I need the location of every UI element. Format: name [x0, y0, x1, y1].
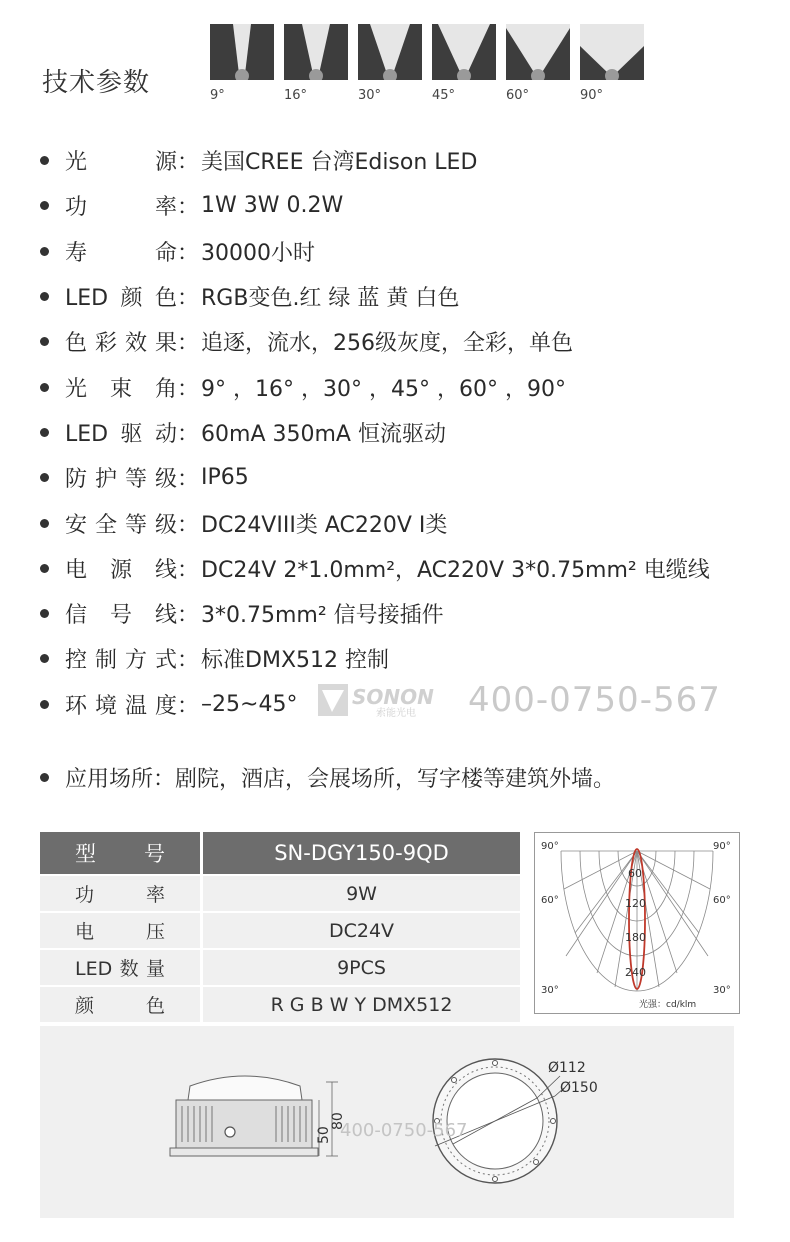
dim-dia-inner: Ø112	[548, 1060, 586, 1076]
spec-item: 光束角 ： 9° ，16° ，30° ，45° ，60° ，90°	[40, 364, 780, 409]
bullet-icon	[40, 654, 49, 663]
spec-item: 环境温度 ： –25~45°	[40, 682, 780, 727]
polar-angle-label: 30°	[541, 985, 559, 996]
beam-90	[580, 24, 644, 103]
polar-radial-label: 240	[625, 966, 646, 979]
spec-value: 追逐，流水，256级灰度，全彩，单色	[201, 331, 574, 357]
polar-unit: 光强：cd/klm	[639, 1000, 697, 1010]
beam-30	[358, 24, 422, 103]
beam-60-icon	[506, 24, 570, 80]
dim-height-outer: 80	[330, 1112, 346, 1130]
spec-item: 防护等级 ： IP65	[40, 455, 780, 500]
table-row-label: 颜 色	[75, 995, 165, 1017]
table-row-label: 功 率	[75, 884, 165, 906]
table-header-value: SN-DGY150-9QD	[202, 832, 521, 875]
spec-value: 30000小时	[201, 240, 316, 266]
side-view	[170, 1076, 346, 1156]
spec-key: 信号线	[65, 603, 177, 629]
beam-16-icon	[284, 24, 348, 80]
polar-angle-label: 60°	[541, 895, 559, 906]
spec-item: 光 源 ： 美国CREE 台湾Edison LED	[40, 138, 780, 183]
spec-item: 功 率 ： 1W 3W 0.2W	[40, 183, 780, 228]
table-row-label: LED数量	[75, 958, 165, 980]
bullet-icon	[40, 473, 49, 482]
spec-table	[40, 832, 520, 1024]
watermark-brand: SONON	[352, 685, 434, 709]
table-row-label: 电 压	[75, 921, 165, 943]
beam-label: 9°	[210, 88, 225, 103]
bullet-icon	[40, 247, 49, 256]
spec-item: LED颜色 ： RGB变色.红 绿 蓝 黄 白色	[40, 274, 780, 319]
table-row	[40, 875, 520, 912]
table-row	[40, 986, 520, 1023]
spec-value: DC24V 2*1.0mm²，AC220V 3*0.75mm² 电缆线	[201, 557, 710, 583]
polar-angle-label: 90°	[541, 841, 559, 852]
polar-radial-label: 60	[628, 867, 642, 880]
drawing-watermark-phone: 400-0750-567	[340, 1120, 468, 1141]
bullet-icon	[40, 337, 49, 346]
application-value: 剧院，酒店，会展场所，写字楼等建筑外墙。	[175, 767, 616, 792]
table-header-row	[40, 832, 520, 875]
beam-45-icon	[432, 24, 496, 80]
watermark-sub: 索能光电	[376, 708, 416, 718]
spec-item: LED驱动 ： 60mA 350mA 恒流驱动	[40, 410, 780, 455]
spec-key: 控制方式	[65, 648, 177, 674]
polar-radial-label: 180	[625, 931, 646, 944]
spec-key: 功 率	[65, 195, 177, 221]
beam-label: 30°	[358, 88, 382, 103]
polar-diagram	[534, 832, 740, 1014]
beam-label: 45°	[432, 88, 456, 103]
spec-item: 安全等级 ： DC24VIII类 AC220V I类	[40, 500, 780, 545]
beam-label: 16°	[284, 88, 308, 103]
bullet-icon	[40, 383, 49, 392]
beam-90-icon	[580, 24, 644, 80]
beam-45	[432, 24, 496, 103]
beam-9-icon	[210, 24, 274, 80]
spec-key: LED颜色	[65, 286, 177, 312]
spec-item: 寿 命 ： 30000小时	[40, 229, 780, 274]
sonon-logo-icon	[318, 682, 446, 718]
bullet-icon	[40, 201, 49, 210]
spec-value: RGB变色.红 绿 蓝 黄 白色	[201, 286, 460, 312]
spec-value: 9° ，16° ，30° ，45° ，60° ，90°	[201, 376, 566, 402]
polar-angle-label: 30°	[713, 985, 731, 996]
bullet-icon	[40, 292, 49, 301]
watermark-phone: 400-0750-567	[468, 680, 721, 720]
bullet-icon	[40, 156, 49, 165]
spec-value: 3*0.75mm² 信号接插件	[201, 603, 444, 629]
beam-30-icon	[358, 24, 422, 80]
spec-key: 电源线	[65, 557, 177, 583]
spec-value: 60mA 350mA 恒流驱动	[201, 421, 446, 447]
polar-radial-label: 120	[625, 897, 646, 910]
page-title: 技术参数	[42, 68, 151, 98]
dim-height-inner: 50	[316, 1126, 332, 1144]
table-row-value: 9W	[202, 875, 521, 912]
polar-diagram-svg	[535, 833, 739, 1013]
beam-16	[284, 24, 348, 103]
table-row	[40, 912, 520, 949]
spec-item: 电源线 ： DC24V 2*1.0mm²，AC220V 3*0.75mm² 电缆线	[40, 546, 780, 591]
spec-item: 信号线 ： 3*0.75mm² 信号接插件	[40, 591, 780, 636]
dim-dia-outer: Ø150	[560, 1080, 598, 1096]
polar-angle-label: 90°	[713, 841, 731, 852]
application-line: 应用场所 ： 剧院，酒店，会展场所，写字楼等建筑外墙。	[40, 762, 615, 793]
polar-angle-label: 60°	[713, 895, 731, 906]
spec-value: 标准DMX512 控制	[201, 648, 389, 674]
spec-item: 色彩效果 ： 追逐，流水，256级灰度，全彩，单色	[40, 319, 780, 364]
beam-9	[210, 24, 274, 103]
spec-value: 美国CREE 台湾Edison LED	[201, 150, 478, 176]
dimension-drawing-svg	[40, 1026, 734, 1218]
spec-key: 安全等级	[65, 512, 177, 538]
table-header-label: 型 号	[75, 842, 165, 866]
bullet-icon	[40, 773, 49, 782]
spec-key: 光束角	[65, 376, 177, 402]
table-row	[40, 949, 520, 986]
bullet-icon	[40, 564, 49, 573]
spec-key: LED驱动	[65, 421, 177, 447]
beam-60	[506, 24, 570, 103]
spec-value: –25~45°	[201, 691, 298, 717]
table-row-value: R G B W Y DMX512	[202, 986, 521, 1023]
spec-value: IP65	[201, 465, 249, 491]
bullet-icon	[40, 609, 49, 618]
spec-list	[40, 138, 780, 727]
spec-value: 1W 3W 0.2W	[201, 193, 344, 219]
spec-key: 寿 命	[65, 240, 177, 266]
dimension-drawing	[40, 1026, 734, 1218]
bullet-icon	[40, 519, 49, 528]
spec-key: 光 源	[65, 150, 177, 176]
spec-value: DC24VIII类 AC220V I类	[201, 512, 448, 538]
spec-key: 防护等级	[65, 467, 177, 493]
bullet-icon	[40, 700, 49, 709]
spec-key: 环境温度	[65, 693, 177, 719]
table-row-value: DC24V	[202, 912, 521, 949]
beam-label: 60°	[506, 88, 530, 103]
application-key: 应用场所	[65, 767, 154, 792]
spec-key: 色彩效果	[65, 331, 177, 357]
beam-angle-row	[210, 24, 654, 103]
cable-gland-icon	[225, 1127, 235, 1137]
beam-label: 90°	[580, 88, 604, 103]
bullet-icon	[40, 428, 49, 437]
spec-item: 控制方式 ： 标准DMX512 控制	[40, 636, 780, 681]
watermark	[318, 680, 721, 720]
table-row-value: 9PCS	[202, 949, 521, 986]
